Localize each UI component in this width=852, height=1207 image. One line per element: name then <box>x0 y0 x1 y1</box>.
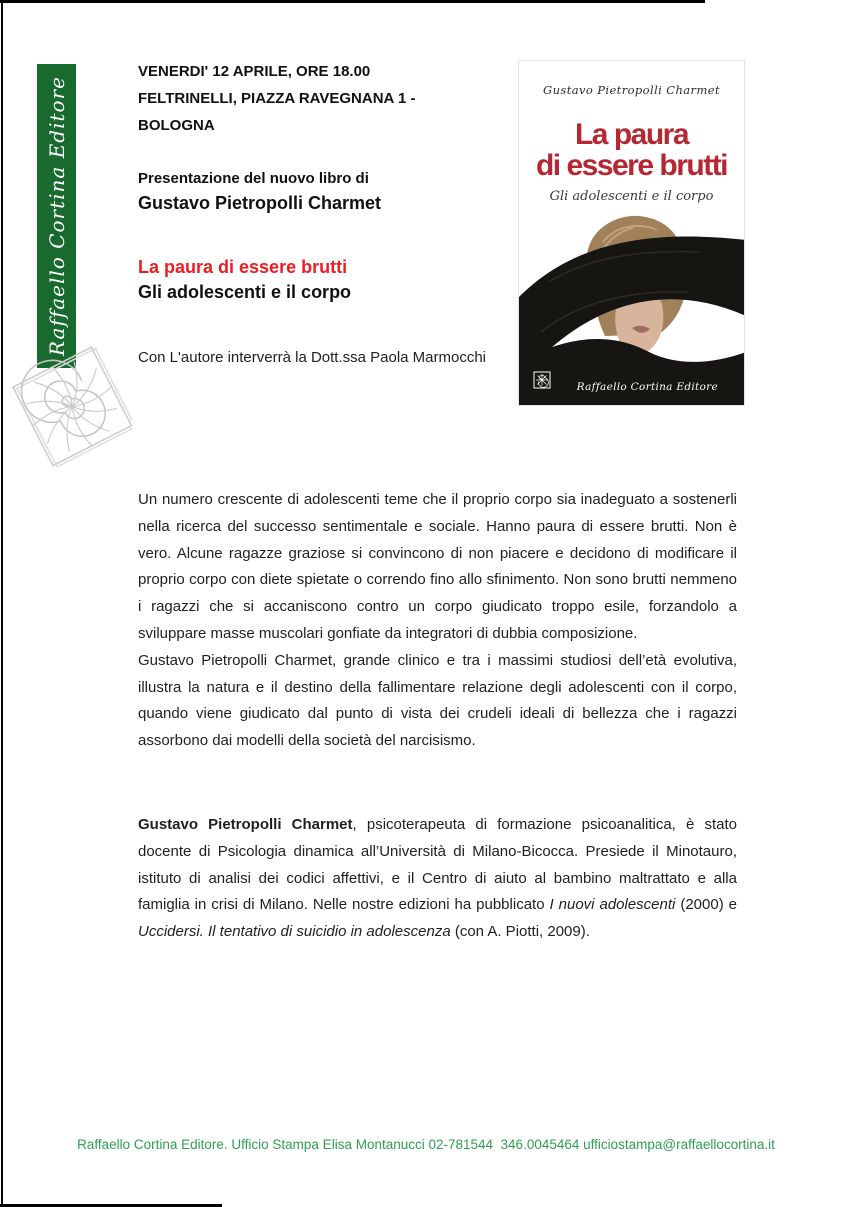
cover-publisher-logo-icon <box>533 371 551 389</box>
book-cover <box>518 60 745 406</box>
publisher-banner-text: Raffaello Cortina Editore <box>44 76 69 356</box>
announcement-column <box>138 0 520 490</box>
event-city-line: BOLOGNA <box>138 117 215 134</box>
book-heading <box>138 255 351 305</box>
event-date-line: VENERDI' 12 APRILE, ORE 18.00 <box>138 63 371 80</box>
cover-title-line2: di essere brutti <box>535 149 728 182</box>
author-bio: Gustavo Pietropolli Charmet, psicoterapeuta di formazione psicoanalitica, è stato docente di Psicologia dinamica all’Università di Milano-Bicocca. Presiede il Minotauro, istituto di analisi dei codici affettivi, e il Centro di aiuto al bambino maltrattato e alla famiglia in crisi di Milano. Nelle nostre edizioni ha pubblicato I nuovi adolescenti (2000) e Uccidersi. Il tentativo di suicidio in adolescenza (con A. Piotti, 2009). <box>138 816 738 941</box>
cover-title-line1: La paura <box>574 118 689 151</box>
cover-title <box>519 119 744 181</box>
footer-contact-line: Raffaello Cortina Editore. Ufficio Stampa Elisa Montanucci 02-781544 346.0045464 ufficiostampa@raffaellocortina.it <box>77 1137 775 1152</box>
book-title: La paura di essere brutti <box>138 257 348 277</box>
nautilus-spiral-icon <box>12 340 132 485</box>
presentation-author: Gustavo Pietropolli Charmet <box>138 193 382 213</box>
cover-photo <box>519 212 745 405</box>
presentation-intro: Presentazione del nuovo libro di <box>138 170 369 187</box>
page-edge-left <box>1 0 3 1207</box>
book-subtitle: Gli adolescenti e il corpo <box>138 282 352 302</box>
cover-publisher-name: Raffaello Cortina Editore <box>576 381 718 393</box>
description-paragraph-2: Gustavo Pietropolli Charmet, grande clinico e tra i massimi studiosi dell’età evolutiva, illustra la natura e il destino della fallimentare relazione degli adolescenti con il corpo, quando viene giudicato dal punto di vista dei crudeli ideali di bellezza che i ragazzi assorbono dai modelli della società del narcisismo. <box>138 651 737 750</box>
book-description <box>138 487 737 755</box>
cover-author: Gustavo Pietropolli Charmet <box>543 83 720 97</box>
description-paragraph-1: Un numero crescente di adolescenti teme che il proprio corpo sia inadeguato a sostenerli nella ricerca del successo sentimentale e sociale. Hanno paura di essere brutti. Non è vero. Alcune ragazze graziose si convincono di non piacere e decidono di modificare il proprio corpo con diete spietate o correndo fino allo sfinimento. Non sono brutti nemmeno i ragazzi che si accaniscono contro un corpo giudicato troppo esile, forzandolo a sviluppare masse muscolari gonfiate da integratori di dubbia composizione. <box>138 491 737 642</box>
cover-subtitle: Gli adolescenti e il corpo <box>549 189 714 204</box>
guest-speaker-line: Con L'autore interverrà la Dott.ssa Paola Marmocchi <box>138 349 487 366</box>
event-venue-line: FELTRINELLI, PIAZZA RAVEGNANA 1 - <box>138 90 416 107</box>
publisher-banner <box>37 64 76 368</box>
event-details <box>138 58 416 139</box>
presentation-block <box>138 167 381 216</box>
